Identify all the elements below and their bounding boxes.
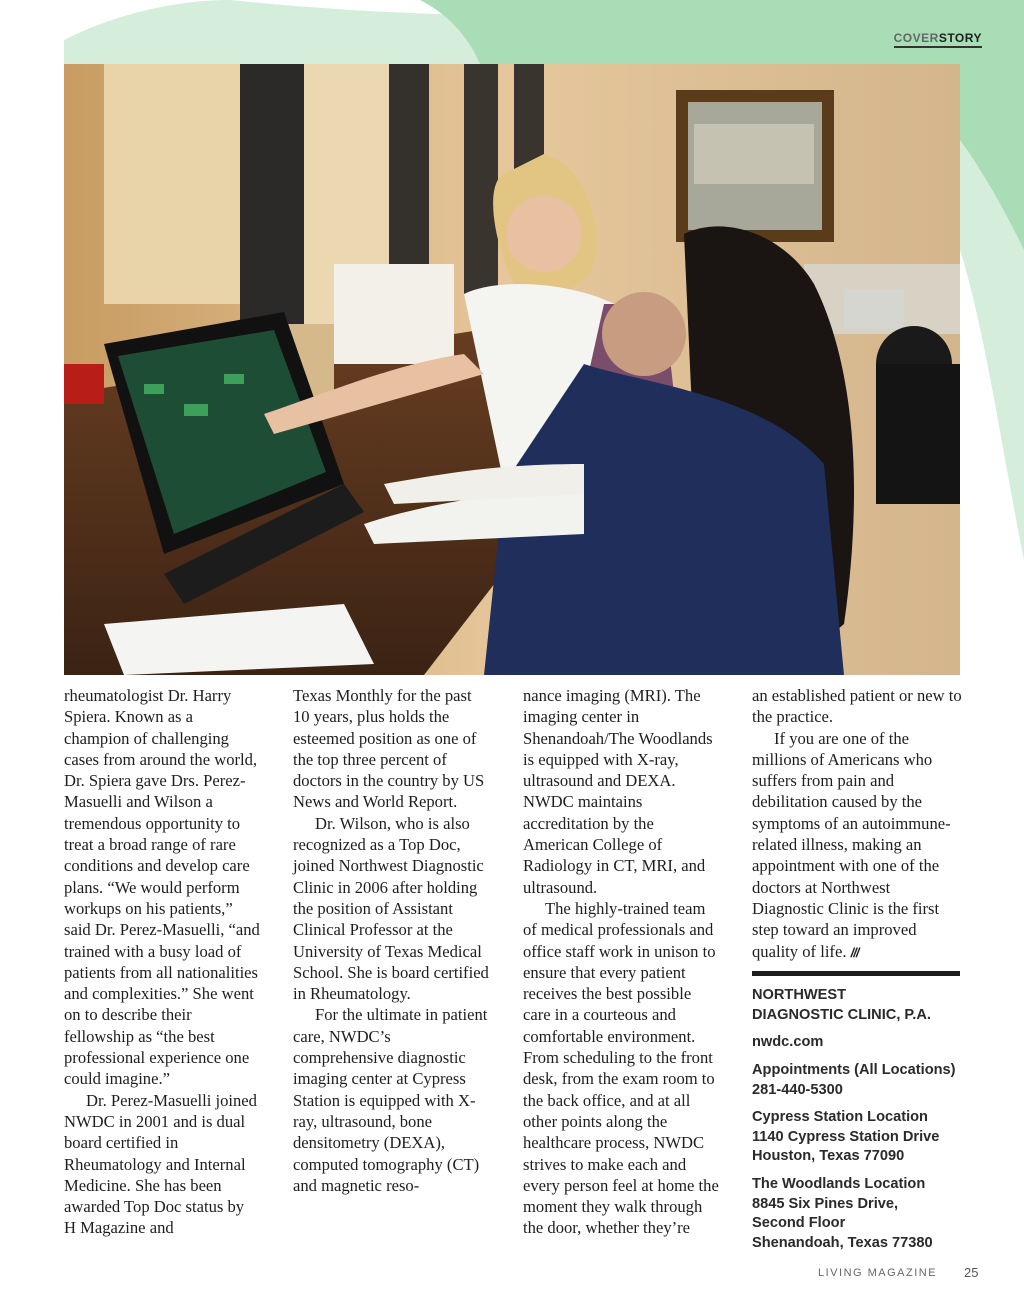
closing-text: If you are one of the millions of Americans who suffers from pain and debilitation caused by the symptoms of an autoimmune-related illness, making an appointment with one of the doctors at Northwest Diagnostic Clinic is the first step toward an improved quality of life. bbox=[752, 728, 951, 961]
paragraph bbox=[752, 728, 962, 963]
paragraph: nance imaging (MRI). The imaging center in Shenandoah/The Woodlands is equipped with X-ray, ultrasound and DEXA. NWDC maintains accreditation by the American College of Radiology in CT, MRI, and ultrasound. bbox=[523, 686, 713, 897]
website-link[interactable]: nwdc.com bbox=[752, 1034, 824, 1050]
appointments-block: Appointments (All Locations) 281-440-5300 bbox=[752, 1061, 967, 1100]
paragraph: an established patient or new to the practice. bbox=[752, 686, 962, 727]
cypress-location: Cypress Station Location 1140 Cypress Station Drive Houston, Texas 77090 bbox=[752, 1109, 940, 1164]
office-photo bbox=[64, 64, 960, 675]
article-column-3 bbox=[523, 685, 719, 1239]
paragraph: Dr. Perez-Masuelli joined NWDC in 2001 and is dual board certified in Rheumatology and Internal Medicine. She has been awarded Top Doc status by H Magazine and bbox=[64, 1090, 257, 1238]
article-column-2 bbox=[293, 685, 489, 1196]
cover-story-kicker: COVERSTORY bbox=[894, 31, 982, 48]
paragraph: The highly-trained team of medical professionals and office staff work in unison to ensure that every patient receives the best possible care in a courteous and comfortable environment. From scheduling to the front desk, from the exam room to the back office, and at all other points along the healthcare process, NWDC strives to make each and every person feel at home the moment they walk through the door, whether they’re bbox=[523, 898, 719, 1238]
phone-number[interactable]: 281-440-5300 bbox=[752, 1081, 843, 1098]
article-column-4 bbox=[752, 685, 962, 963]
paragraph: Texas Monthly for the past 10 years, plus holds the esteemed position as one of the top three percent of doctors in the country by US News and World Report. bbox=[293, 686, 485, 812]
article-column-1 bbox=[64, 685, 260, 1239]
clinic-name: NORTHWEST DIAGNOSTIC CLINIC, P.A. bbox=[752, 987, 931, 1023]
paragraph: For the ultimate in patient care, NWDC’s comprehensive diagnostic imaging center at Cypress Station is equipped with X-ray, ultrasound, bone densitometry (DEXA), computed tomography (CT) and magnetic reso- bbox=[293, 1005, 488, 1195]
magazine-name: LIVING MAGAZINE bbox=[818, 1267, 938, 1279]
end-mark-icon: /// bbox=[850, 944, 859, 960]
woodlands-location: The Woodlands Location 8845 Six Pines Drive, Second Floor Shenandoah, Texas 77380 bbox=[752, 1176, 933, 1251]
paragraph: Dr. Wilson, who is also recognized as a Top Doc, joined Northwest Diagnostic Clinic in 2006 after holding the position of Assistant Clinical Professor at the University of Texas Medical School. She is board certified in Rheumatology. bbox=[293, 813, 489, 1004]
paragraph: rheumatologist Dr. Harry Spiera. Known as a champion of challenging cases from around the world, Dr. Spiera gave Drs. Perez-Masuelli and Wilson a tremendous opportunity to treat a broad range of rare conditions and develop care plans. “We would perform workups on his patients,” said Dr. Perez-Masuelli, “and trained with a busy load of patients from all nationalities and complexities.” She went on to describe their fellowship as “the best professional experience one could imagine.” bbox=[64, 686, 260, 1089]
page-number: 25 bbox=[964, 1265, 979, 1280]
contact-divider bbox=[752, 971, 960, 976]
